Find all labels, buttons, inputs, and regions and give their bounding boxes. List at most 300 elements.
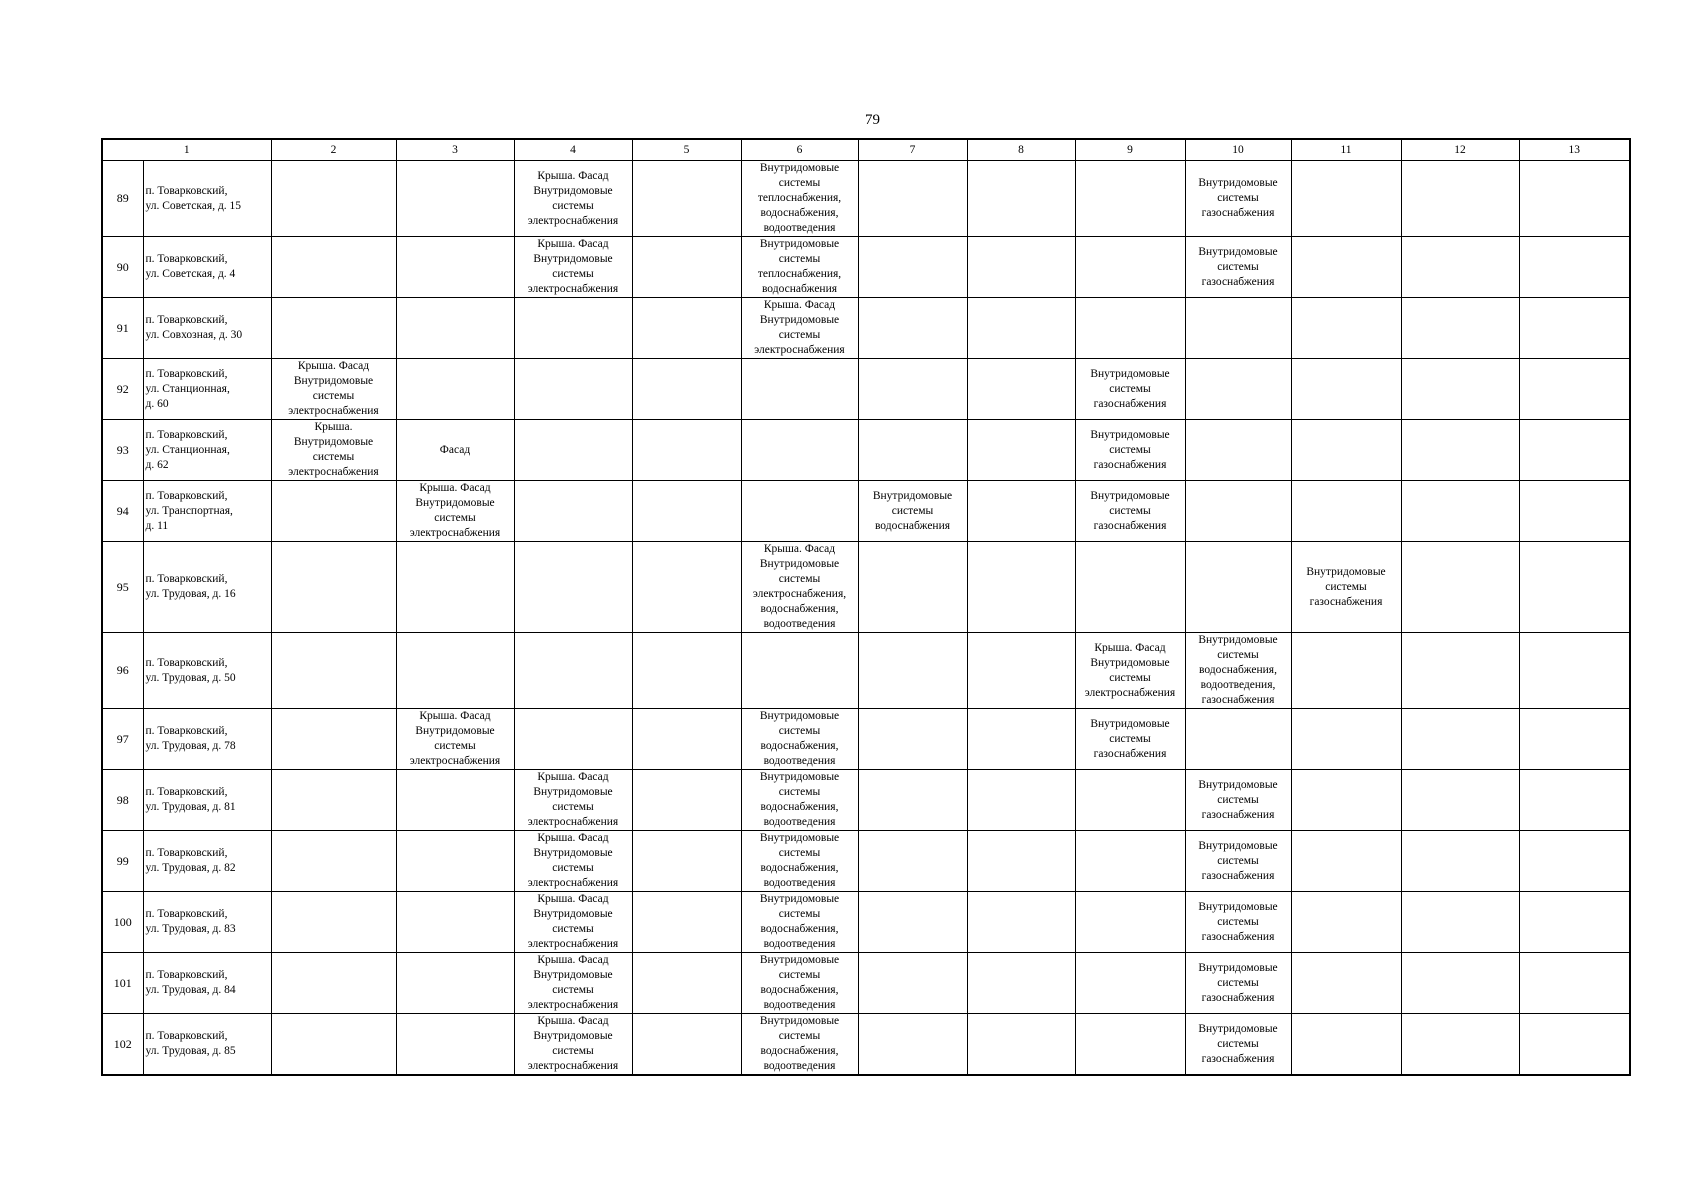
cell-col-12 [1401, 892, 1519, 953]
cell-col-8 [967, 892, 1075, 953]
work-type-line: газоснабжения [1201, 991, 1275, 1004]
work-type-line: Внутридомовые [759, 771, 840, 783]
work-type-line: Внутридомовые [1306, 565, 1386, 578]
work-type-line: водоснабжения [761, 283, 838, 295]
column-header: 11 [1291, 139, 1401, 161]
address-line: ул. Трудовая, д. 83 [145, 923, 236, 935]
cell-col-3 [396, 161, 514, 237]
cell-col-5 [632, 359, 741, 420]
cell-col-9 [1075, 633, 1185, 709]
work-type-line: системы [552, 199, 594, 212]
work-type-line: системы [1217, 976, 1259, 989]
cell-col-8 [967, 481, 1075, 542]
cell-col-3 [396, 633, 514, 709]
work-type-line: системы [1217, 793, 1259, 806]
table-row [102, 953, 1630, 1014]
work-type-line: системы [1109, 382, 1151, 395]
work-type-line: Внутридомовые [1090, 656, 1170, 669]
cell-col-12 [1401, 298, 1519, 359]
cell-col-6 [741, 1014, 858, 1076]
work-type-line: водоотведения [763, 618, 836, 630]
row-number: 101 [102, 953, 143, 1014]
row-address [143, 831, 271, 892]
work-type-line: водоснабжения, [760, 1045, 839, 1057]
work-type-line: Внутридомовые [533, 847, 613, 859]
cell-col-13 [1519, 953, 1630, 1014]
cell-col-9 [1075, 359, 1185, 420]
work-type-line: Внутридомовые [293, 375, 374, 387]
address-line: ул. Советская, д. 15 [145, 199, 242, 212]
cell-col-4 [514, 633, 632, 709]
address-line: ул. Трудовая, д. 85 [145, 1045, 236, 1057]
address-line: п. Товарковский, [145, 428, 228, 441]
row-address [143, 542, 271, 633]
work-type-line: системы [552, 801, 594, 813]
work-type-line: Внутридомовые [759, 832, 840, 844]
work-type-line: Внутридомовые [533, 786, 613, 798]
cell-col-7 [858, 161, 967, 237]
work-type-line: водоотведения [763, 755, 836, 767]
work-type-line: водоснабжения [874, 519, 951, 532]
table-row [102, 161, 1630, 237]
cell-col-12 [1401, 953, 1519, 1014]
address-line: ул. Станционная, [145, 382, 230, 395]
address-line: п. Товарковский, [145, 367, 228, 380]
work-type-line: Крыша. Фасад [537, 954, 609, 966]
work-type-line: системы [1217, 649, 1259, 661]
cell-col-11 [1291, 953, 1401, 1014]
cell-col-3 [396, 892, 514, 953]
work-type-line: газоснабжения [1201, 1052, 1275, 1065]
cell-col-6 [741, 481, 858, 542]
cell-col-3 [396, 298, 514, 359]
cell-col-5 [632, 542, 741, 633]
cell-col-8 [967, 633, 1075, 709]
cell-col-12 [1401, 161, 1519, 237]
row-number: 98 [102, 770, 143, 831]
address-line: п. Товарковский, [145, 847, 228, 859]
work-type-line: Крыша. Фасад [763, 543, 836, 555]
work-type-line: электроснабжения [754, 344, 845, 356]
page-number: 79 [865, 112, 880, 128]
row-number: 95 [102, 542, 143, 633]
work-type-line: системы [312, 451, 355, 463]
work-type-line: системы [778, 847, 821, 859]
work-type-line: Внутридомовые [293, 436, 374, 448]
cell-col-7 [858, 359, 967, 420]
work-type-line: системы [1217, 1037, 1259, 1050]
cell-col-10 [1185, 892, 1291, 953]
cell-col-8 [967, 953, 1075, 1014]
cell-col-7 [858, 298, 967, 359]
capital-repair-table [101, 138, 1631, 1076]
cell-col-6 [741, 420, 858, 481]
address-line: п. Товарковский, [145, 314, 228, 326]
work-type-line: Крыша. Фасад [537, 893, 609, 905]
cell-col-3 [396, 1014, 514, 1076]
cell-col-6 [741, 770, 858, 831]
cell-col-4 [514, 298, 632, 359]
cell-col-13 [1519, 709, 1630, 770]
cell-col-2 [271, 892, 396, 953]
work-type-line: Внутридомовые [759, 1015, 840, 1027]
row-number: 96 [102, 633, 143, 709]
address-line: п. Товарковский, [145, 1030, 228, 1042]
cell-col-13 [1519, 481, 1630, 542]
work-type-line: электроснабжения [527, 214, 619, 227]
cell-col-7 [858, 709, 967, 770]
address-line: ул. Трудовая, д. 78 [145, 740, 236, 752]
work-type-line: теплоснабжения, [757, 192, 842, 204]
cell-col-11 [1291, 481, 1401, 542]
cell-col-10 [1185, 1014, 1291, 1076]
work-type-line: системы [778, 786, 821, 798]
cell-col-12 [1401, 481, 1519, 542]
cell-col-9 [1075, 237, 1185, 298]
cell-col-8 [967, 237, 1075, 298]
work-type-line: системы [778, 329, 821, 341]
cell-col-13 [1519, 298, 1630, 359]
cell-col-4 [514, 953, 632, 1014]
table-row [102, 709, 1630, 770]
cell-col-13 [1519, 633, 1630, 709]
cell-col-6 [741, 298, 858, 359]
cell-col-11 [1291, 298, 1401, 359]
work-type-line: системы [778, 725, 821, 737]
cell-col-8 [967, 359, 1075, 420]
cell-col-11 [1291, 770, 1401, 831]
work-type-line: электроснабжения [527, 999, 619, 1011]
work-type-line: Внутридомовые [1198, 634, 1278, 646]
cell-col-10 [1185, 633, 1291, 709]
work-type-line: водоснабжения, [760, 862, 839, 874]
cell-col-5 [632, 892, 741, 953]
work-type-line: Внутридомовые [759, 710, 840, 722]
work-type-line: водоснабжения, [760, 923, 839, 935]
cell-col-2 [271, 420, 396, 481]
cell-col-11 [1291, 1014, 1401, 1076]
cell-col-11 [1291, 420, 1401, 481]
work-type-line: водоотведения [763, 938, 836, 950]
cell-col-10 [1185, 542, 1291, 633]
cell-col-5 [632, 709, 741, 770]
cell-col-8 [967, 420, 1075, 481]
work-type-line: электроснабжения [527, 1060, 619, 1072]
cell-col-12 [1401, 831, 1519, 892]
cell-col-4 [514, 770, 632, 831]
column-header: 8 [967, 139, 1075, 161]
work-type-line: водоснабжения, [760, 603, 839, 615]
address-line: ул. Трудовая, д. 84 [145, 984, 236, 996]
work-type-line: газоснабжения [1093, 519, 1167, 532]
work-type-line: Внутридомовые [415, 725, 495, 737]
work-type-line: системы [1217, 915, 1259, 928]
work-type-line: Внутридомовые [533, 969, 613, 981]
column-header: 10 [1185, 139, 1291, 161]
work-type-line: электроснабжения, [752, 588, 847, 600]
cell-col-12 [1401, 542, 1519, 633]
cell-col-7 [858, 953, 967, 1014]
row-address [143, 953, 271, 1014]
cell-col-4 [514, 709, 632, 770]
table-row [102, 481, 1630, 542]
cell-col-13 [1519, 359, 1630, 420]
cell-col-3 [396, 709, 514, 770]
row-address [143, 481, 271, 542]
cell-col-6 [741, 542, 858, 633]
work-type-line: системы [1325, 580, 1367, 593]
work-type-line: Внутридомовые [872, 489, 953, 502]
work-type-line: системы [1109, 504, 1151, 517]
cell-col-3 [396, 770, 514, 831]
address-line: ул. Трудовая, д. 82 [145, 862, 236, 874]
cell-col-13 [1519, 831, 1630, 892]
column-header: 4 [514, 139, 632, 161]
row-number: 94 [102, 481, 143, 542]
column-header: 1 [102, 139, 271, 161]
work-type-line: газоснабжения [1201, 207, 1275, 219]
address-line: п. Товарковский, [145, 786, 228, 798]
work-type-line: Внутридомовые [759, 893, 840, 905]
work-type-line: Внутридомовые [533, 1030, 613, 1042]
cell-col-3 [396, 420, 514, 481]
work-type-line: системы [1109, 443, 1151, 456]
cell-col-12 [1401, 770, 1519, 831]
work-type-line: электроснабжения [527, 816, 619, 828]
table-row [102, 1014, 1630, 1076]
cell-col-5 [632, 770, 741, 831]
cell-col-2 [271, 953, 396, 1014]
cell-col-3 [396, 481, 514, 542]
work-type-line: Внутридомовые [1090, 489, 1170, 502]
cell-col-6 [741, 633, 858, 709]
column-header: 2 [271, 139, 396, 161]
cell-col-11 [1291, 542, 1401, 633]
work-type-line: Внутридомовые [1198, 778, 1278, 791]
cell-col-13 [1519, 892, 1630, 953]
address-line: п. Товарковский, [145, 969, 228, 981]
cell-col-7 [858, 481, 967, 542]
work-type-line: системы [552, 984, 594, 996]
cell-col-8 [967, 770, 1075, 831]
work-type-line: водоснабжения, [760, 740, 839, 752]
work-type-line: Внутридомовые [415, 497, 495, 509]
table-row [102, 892, 1630, 953]
cell-col-13 [1519, 161, 1630, 237]
work-type-line: электроснабжения [527, 283, 619, 295]
cell-col-9 [1075, 161, 1185, 237]
work-type-line: газоснабжения [1093, 458, 1167, 471]
cell-col-7 [858, 633, 967, 709]
cell-col-12 [1401, 359, 1519, 420]
cell-col-9 [1075, 298, 1185, 359]
work-type-line: Фасад [439, 443, 471, 456]
work-type-line: водоотведения [763, 999, 836, 1011]
address-line: ул. Советская, д. 4 [145, 268, 236, 280]
row-number: 100 [102, 892, 143, 953]
cell-col-4 [514, 892, 632, 953]
address-line: ул. Трудовая, д. 81 [145, 801, 236, 813]
work-type-line: Внутридомовые [1198, 245, 1278, 258]
work-type-line: Внутридомовые [1198, 900, 1278, 913]
cell-col-7 [858, 542, 967, 633]
row-address [143, 420, 271, 481]
work-type-line: газоснабжения [1201, 930, 1275, 943]
cell-col-10 [1185, 709, 1291, 770]
cell-col-11 [1291, 892, 1401, 953]
cell-col-3 [396, 359, 514, 420]
cell-col-10 [1185, 481, 1291, 542]
work-type-line: Внутридомовые [759, 162, 840, 174]
column-header: 6 [741, 139, 858, 161]
work-type-line: водоснабжения, [1199, 664, 1277, 676]
cell-col-5 [632, 481, 741, 542]
work-type-line: водоснабжения, [760, 801, 839, 813]
work-type-line: Крыша. Фасад [297, 360, 370, 372]
cell-col-9 [1075, 892, 1185, 953]
cell-col-11 [1291, 831, 1401, 892]
work-type-line: водоотведения, [1200, 679, 1276, 691]
row-address [143, 770, 271, 831]
cell-col-8 [967, 298, 1075, 359]
work-type-line: газоснабжения [1201, 694, 1275, 706]
table-row [102, 359, 1630, 420]
work-type-line: Внутридомовые [759, 238, 840, 250]
cell-col-2 [271, 237, 396, 298]
row-address [143, 161, 271, 237]
work-type-line: системы [552, 862, 594, 874]
cell-col-12 [1401, 1014, 1519, 1076]
cell-col-7 [858, 831, 967, 892]
table-row [102, 542, 1630, 633]
address-line: ул. Трудовая, д. 16 [145, 588, 236, 600]
work-type-line: Внутридомовые [759, 954, 840, 966]
work-type-line: Крыша. Фасад [537, 238, 609, 250]
work-type-line: Внутридомовые [1090, 367, 1170, 380]
cell-col-10 [1185, 831, 1291, 892]
cell-col-5 [632, 953, 741, 1014]
cell-col-6 [741, 237, 858, 298]
cell-col-2 [271, 481, 396, 542]
work-type-line: системы [778, 253, 821, 265]
cell-col-4 [514, 542, 632, 633]
cell-col-11 [1291, 633, 1401, 709]
work-type-line: Внутридомовые [1198, 1022, 1278, 1035]
address-line: д. 62 [145, 458, 169, 471]
work-type-line: системы [552, 923, 594, 935]
cell-col-12 [1401, 633, 1519, 709]
cell-col-2 [271, 770, 396, 831]
cell-col-2 [271, 633, 396, 709]
address-line: п. Товарковский, [145, 725, 228, 737]
work-type-line: водоснабжения, [760, 207, 839, 219]
work-type-line: газоснабжения [1093, 397, 1167, 410]
work-type-line: электроснабжения [288, 405, 379, 417]
row-address [143, 1014, 271, 1076]
work-type-line: водоотведения [763, 1060, 836, 1072]
work-type-line: системы [312, 390, 355, 402]
work-type-line: системы [434, 740, 476, 752]
cell-col-11 [1291, 237, 1401, 298]
work-type-line: водоотведения [763, 222, 836, 234]
table-row [102, 420, 1630, 481]
cell-col-9 [1075, 953, 1185, 1014]
work-type-line: системы [778, 177, 821, 189]
work-type-line: системы [1109, 671, 1151, 684]
table-row [102, 831, 1630, 892]
cell-col-4 [514, 359, 632, 420]
cell-col-11 [1291, 359, 1401, 420]
address-line: п. Товарковский, [145, 489, 228, 502]
address-line: п. Товарковский, [145, 908, 228, 920]
cell-col-10 [1185, 953, 1291, 1014]
address-line: п. Товарковский, [145, 573, 228, 585]
cell-col-6 [741, 359, 858, 420]
cell-col-7 [858, 420, 967, 481]
cell-col-12 [1401, 709, 1519, 770]
cell-col-5 [632, 1014, 741, 1076]
cell-col-6 [741, 161, 858, 237]
address-line: ул. Станционная, [145, 443, 230, 456]
work-type-line: Крыша. Фасад [1094, 641, 1166, 654]
work-type-line: Внутридомовые [1090, 717, 1170, 730]
cell-col-11 [1291, 709, 1401, 770]
cell-col-13 [1519, 420, 1630, 481]
row-number: 91 [102, 298, 143, 359]
cell-col-6 [741, 892, 858, 953]
work-type-line: электроснабжения [288, 466, 379, 478]
work-type-line: системы [778, 573, 821, 585]
cell-col-13 [1519, 770, 1630, 831]
work-type-line: газоснабжения [1201, 275, 1275, 288]
cell-col-13 [1519, 1014, 1630, 1076]
work-type-line: системы [1217, 260, 1259, 273]
address-line: п. Товарковский, [145, 253, 228, 265]
cell-col-2 [271, 298, 396, 359]
cell-col-10 [1185, 359, 1291, 420]
row-address [143, 633, 271, 709]
row-number: 99 [102, 831, 143, 892]
table-row [102, 633, 1630, 709]
cell-col-4 [514, 237, 632, 298]
row-number: 97 [102, 709, 143, 770]
cell-col-8 [967, 831, 1075, 892]
work-type-line: Внутридомовые [1198, 177, 1278, 189]
work-type-line: электроснабжения [409, 527, 501, 539]
cell-col-5 [632, 298, 741, 359]
cell-col-9 [1075, 709, 1185, 770]
cell-col-9 [1075, 481, 1185, 542]
work-type-line: газоснабжения [1093, 747, 1167, 760]
row-number: 102 [102, 1014, 143, 1076]
cell-col-7 [858, 892, 967, 953]
cell-col-10 [1185, 161, 1291, 237]
cell-col-8 [967, 709, 1075, 770]
work-type-line: системы [552, 1045, 594, 1057]
cell-col-4 [514, 420, 632, 481]
address-line: п. Товарковский, [145, 656, 228, 669]
cell-col-13 [1519, 542, 1630, 633]
cell-col-4 [514, 481, 632, 542]
row-address [143, 298, 271, 359]
column-number-row [102, 139, 1630, 161]
cell-col-12 [1401, 420, 1519, 481]
row-number: 89 [102, 161, 143, 237]
address-line: ул. Совхозная, д. 30 [145, 329, 243, 341]
cell-col-10 [1185, 237, 1291, 298]
work-type-line: Крыша. Фасад [537, 771, 609, 783]
table-body [102, 161, 1630, 1076]
